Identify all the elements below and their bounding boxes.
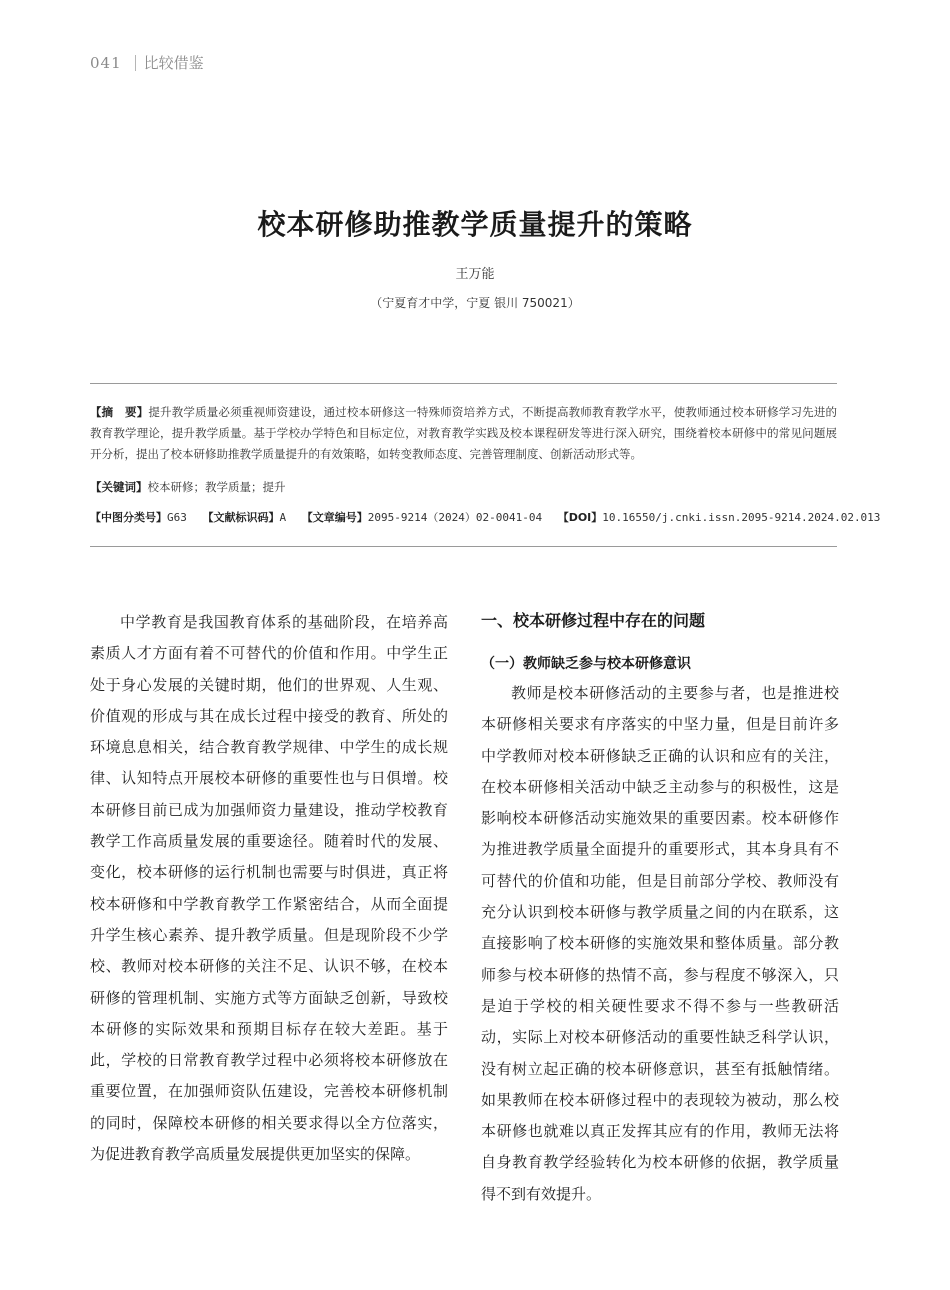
doc-code-value: A — [279, 511, 287, 524]
doi-label: 【DOI】 — [557, 511, 603, 524]
keywords-text: 校本研修；教学质量；提升 — [147, 480, 286, 494]
section-name: 比较借鉴 — [143, 54, 204, 72]
keywords-label: 【关键词】 — [90, 480, 148, 494]
abstract — [90, 402, 837, 465]
article-author: 王万能 — [455, 267, 495, 282]
article-no-label: 【文章编号】 — [301, 511, 368, 524]
keywords — [90, 479, 837, 495]
clc-label: 【中图分类号】 — [90, 511, 167, 524]
abstract-text: 提升教学质量必须重视师资建设，通过校本研修这一特殊师资培养方式，不断提高教师教育教学水平，使教师通过校本研修学习先进的教育教学理论，提升教学质量。基于学校办学特色和目标定位，对教育教学实践及校本课程研发等进行深入研究，围绕着校本研修中的常见问题展开分析，提出了校本研修助推教学质量提升的有效策略，如转变教师态度、完善管理制度、创新活动形式等。 — [90, 405, 837, 461]
clc-value: G63 — [167, 511, 187, 524]
subsection-heading: （一）教师缺乏参与校本研修意识 — [481, 656, 691, 672]
doc-code-label: 【文献标识码】 — [202, 511, 280, 524]
top-rule — [90, 383, 837, 384]
doi-value: 10.16550/j.cnki.issn.2095-9214.2024.02.013 — [602, 511, 881, 524]
header-divider — [135, 55, 136, 71]
running-header — [90, 52, 204, 73]
article-no-value: 2095-9214（2024）02-0041-04 — [367, 511, 543, 524]
body-column-left — [90, 607, 448, 1170]
body-paragraph: 教师是校本研修活动的主要参与者，也是推进校本研修相关要求有序落实的中坚力量，但是目前许多中学教师对校本研修缺乏正确的认识和应有的关注，在校本研修相关活动中缺乏主动参与的积极性，这是影响校本研修活动实施效果的重要因素。校本研修作为推进教学质量全面提升的重要形式，其本身具有不可替代的价值和功能，但是目前部分学校、教师没有充分认识到校本研修与教学质量之间的内在联系，这直接影响了校本研修的实施效果和整体质量。部分教师参与校本研修的热情不高，参与程度不够深入，只是迫于学校的相关硬性要求不得不参与一些教研活动，实际上对校本研修活动的重要性缺乏科学认识，没有树立起正确的校本研修意识，甚至有抵触情绪。如果教师在校本研修过程中的表现较为被动，那么校本研修也就难以真正发挥其应有的作用，教师无法将自身教育教学经验转化为校本研修的依据，教学质量得不到有效提升。 — [481, 684, 839, 1203]
article-title: 校本研修助推教学质量提升的策略 — [257, 208, 693, 241]
intro-paragraph: 中学教育是我国教育体系的基础阶段，在培养高素质人才方面有着不可替代的价值和作用。中学生正处于身心发展的关键时期，他们的世界观、人生观、价值观的形成与其在成长过程中接受的教育、所处的环境息息相关，结合教育教学规律、中学生的成长规律、认知特点开展校本研修的重要性也与日俱增。校本研修目前已成为加强师资力量建设，推动学校教育教学工作高质量发展的重要途径。随着时代的发展、变化，校本研修的运行机制也需要与时俱进，真正将校本研修和中学教育教学工作紧密结合，从而全面提升学生核心素养、提升教学质量。但是现阶段不少学校、教师对校本研修的关注不足、认识不够，在校本研修的管理机制、实施方式等方面缺乏创新，导致校本研修的实际效果和预期目标存在较大差距。基于此，学校的日常教育教学过程中必须将校本研修放在重要位置，在加强师资队伍建设，完善校本研修机制的同时，保障校本研修的相关要求得以全方位落实，为促进教育教学高质量发展提供更加坚实的保障。 — [90, 613, 448, 1164]
article-metadata — [90, 509, 881, 525]
body-column-right — [481, 607, 839, 1210]
abstract-label: 【摘 要】 — [90, 405, 149, 419]
bottom-rule — [90, 546, 837, 547]
author-affiliation: （宁夏育才中学，宁夏 银川 750021） — [370, 296, 580, 310]
page-number: 041 — [90, 53, 122, 72]
section-heading: 一、校本研修过程中存在的问题 — [481, 611, 706, 630]
